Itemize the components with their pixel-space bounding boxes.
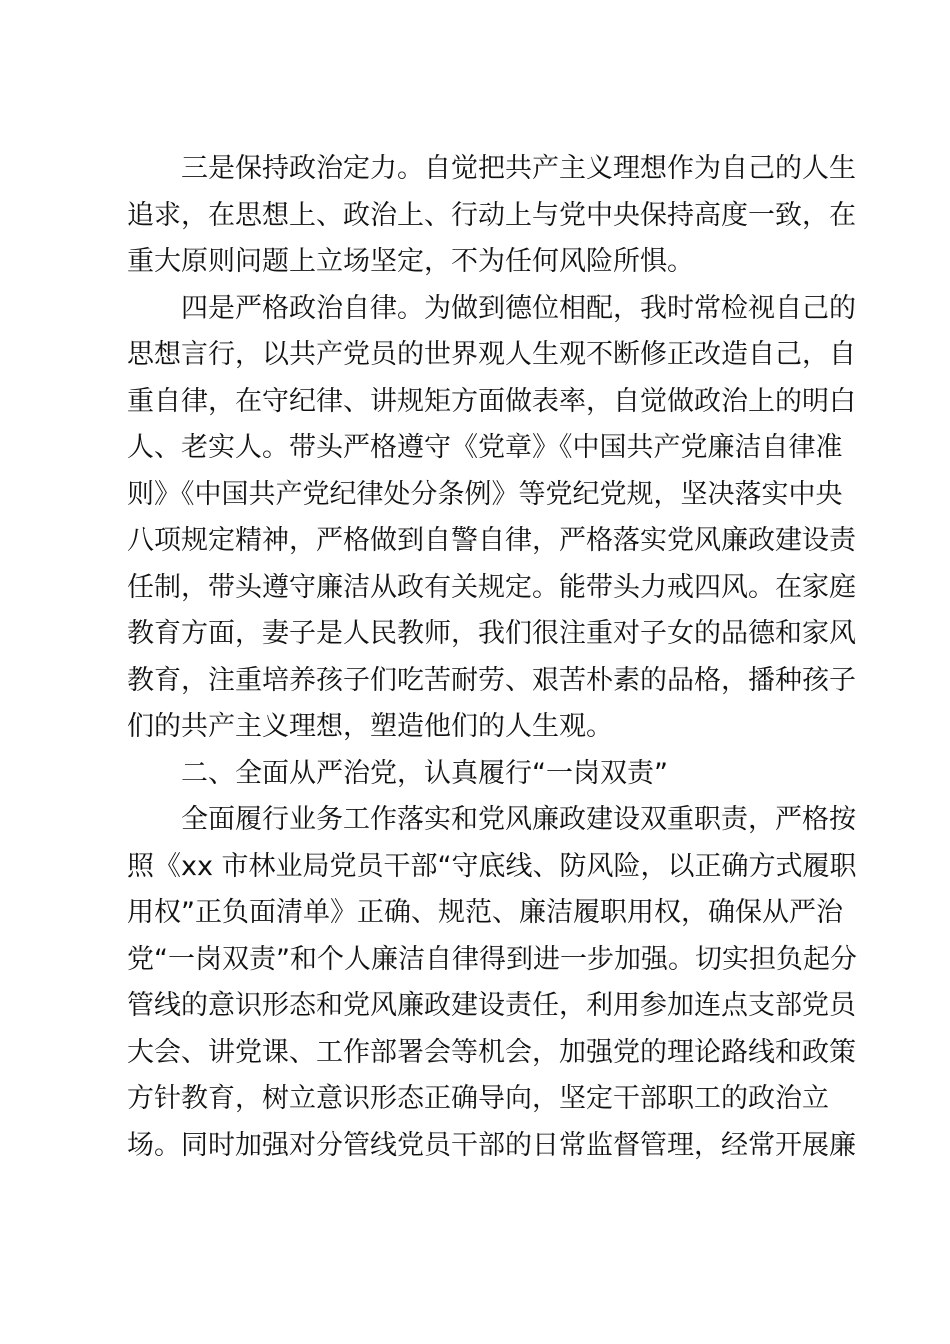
text-line: 三是保持政治定力。自觉把共产主义理想作为自己的人生 [181,153,856,184]
text-line: 重大原则问题上立场坚定，不为任何风险所惧。 [127,246,694,277]
text-line: 八项规定精神，严格做到自警自律，严格落实党风廉政建设责 [127,525,856,556]
document-body [127,146,857,1169]
text-line: 们的共产主义理想，塑造他们的人生观。 [127,711,613,742]
text-line: 照《xx 市林业局党员干部“守底线、防风险，以正确方式履职 [127,850,857,882]
text-line: 追求，在思想上、政治上、行动上与党中央保持高度一致，在 [127,199,856,231]
text-line: 党“一岗双责”和个人廉洁自律得到进一步加强。切实担负起分 [127,943,857,975]
text-line: 大会、讲党课、工作部署会等机会，加强党的理论路线和政策 [127,1036,856,1068]
text-line: 四是严格政治自律。为做到德位相配，我时常检视自己的 [181,292,856,324]
text-line: 全面履行业务工作落实和党风廉政建设双重职责，严格按 [181,804,856,835]
text-line: 方针教育，树立意识形态正确导向，坚定干部职工的政治立 [127,1083,829,1114]
text-line: 人、老实人。带头严格遵守《党章》《中国共产党廉洁自律准 [127,432,843,463]
text-line: 管线的意识形态和党风廉政建设责任，利用参加连点支部党员 [127,990,856,1021]
text-line: 任制，带头遵守廉洁从政有关规定。能带头力戒四风。在家庭 [127,571,856,603]
section-heading: 二、全面从严治党，认真履行“一岗双责” [181,757,668,789]
text-line: 用权”正负面清单》正确、规范、廉洁履职用权，确保从严治 [127,897,843,928]
text-line: 思想言行，以共产党员的世界观人生观不断修正改造自己，自 [127,339,856,370]
text-line: 则》《中国共产党纪律处分条例》等党纪党规，坚决落实中央 [127,478,843,510]
text-line: 重自律，在守纪律、讲规矩方面做表率，自觉做政治上的明白 [127,385,856,417]
text-line: 教育方面，妻子是人民教师，我们很注重对子女的品德和家风 [127,618,856,649]
text-line: 场。同时加强对分管线党员干部的日常监督管理，经常开展廉 [127,1129,856,1161]
text-line: 教育，注重培养孩子们吃苦耐劳、艰苦朴素的品格，播种孩子 [127,664,856,696]
